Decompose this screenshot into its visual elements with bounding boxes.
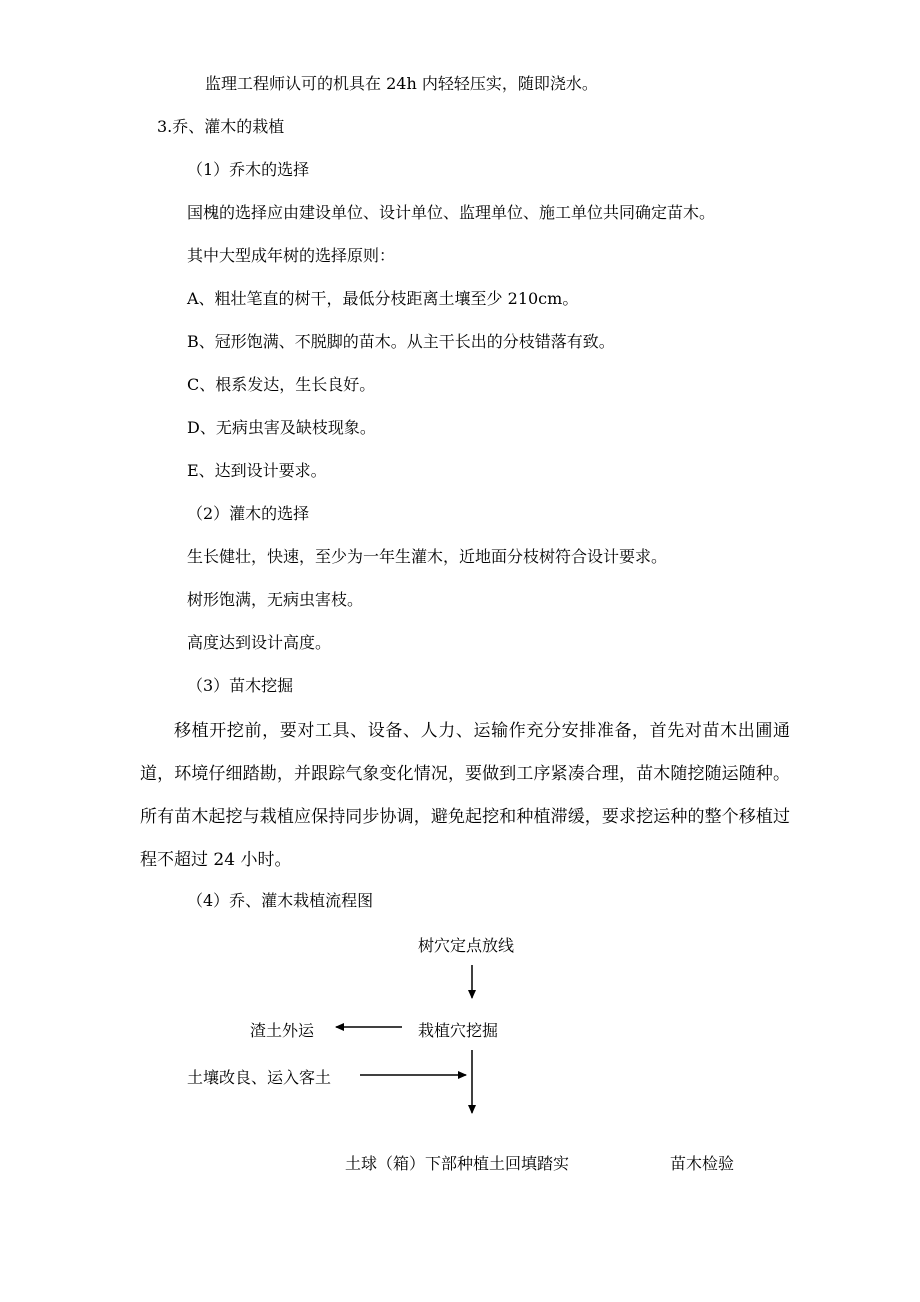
criterion-d: D、无病虫害及缺枝现象。 — [187, 418, 376, 437]
text-line-13: 树形饱满，无病虫害枝。 — [187, 590, 364, 609]
section-heading-3: 3.乔、灌木的栽植 — [157, 117, 285, 136]
text-line-1: 监理工程师认可的机具在 24h 内轻轻压实，随即浇水。 — [205, 74, 598, 93]
criterion-e: E、达到设计要求。 — [187, 461, 327, 480]
subheading-2: （2）灌木的选择 — [187, 504, 310, 523]
subheading-1: （1）乔木的选择 — [187, 160, 310, 179]
flow-node-mark-out: 树穴定点放线 — [418, 936, 515, 955]
flow-node-remove-spoil: 渣土外运 — [250, 1021, 315, 1040]
flow-node-soil-improve: 土壤改良、运入客土 — [187, 1068, 332, 1087]
flow-node-dig-pit: 栽植穴挖掘 — [418, 1021, 499, 1040]
flow-node-backfill: 土球（箱）下部种植土回填踏实 — [345, 1154, 570, 1173]
text-line-4: 国槐的选择应由建设单位、设计单位、监理单位、施工单位共同确定苗木。 — [187, 203, 716, 222]
subheading-4: （4）乔、灌木栽植流程图 — [187, 891, 374, 910]
subheading-3: （3）苗木挖掘 — [187, 676, 294, 695]
criterion-b: B、冠形饱满、不脱脚的苗木。从主干长出的分枝错落有致。 — [187, 332, 615, 351]
text-line-5: 其中大型成年树的选择原则： — [187, 246, 396, 265]
text-line-14: 高度达到设计高度。 — [187, 633, 332, 652]
excavation-paragraph: 移植开挖前，要对工具、设备、人力、运输作充分安排准备，首先对苗木出圃通道，环境仔细踏勘，并跟踪气象变化情况，要做到工序紧凑合理，苗木随挖随运随种。所有苗木起挖与栽植应保持同步协调，避免起挖和种植滞缓，要求挖运种的整个移植过程不超过 24 小时。 — [140, 721, 790, 870]
criterion-c: C、根系发达，生长良好。 — [187, 375, 376, 394]
text-line-12: 生长健壮，快速，至少为一年生灌木，近地面分枝树符合设计要求。 — [187, 547, 668, 566]
flow-node-inspect: 苗木检验 — [670, 1154, 735, 1173]
criterion-a: A、粗壮笔直的树干，最低分枝距离土壤至少 210cm。 — [187, 289, 579, 308]
